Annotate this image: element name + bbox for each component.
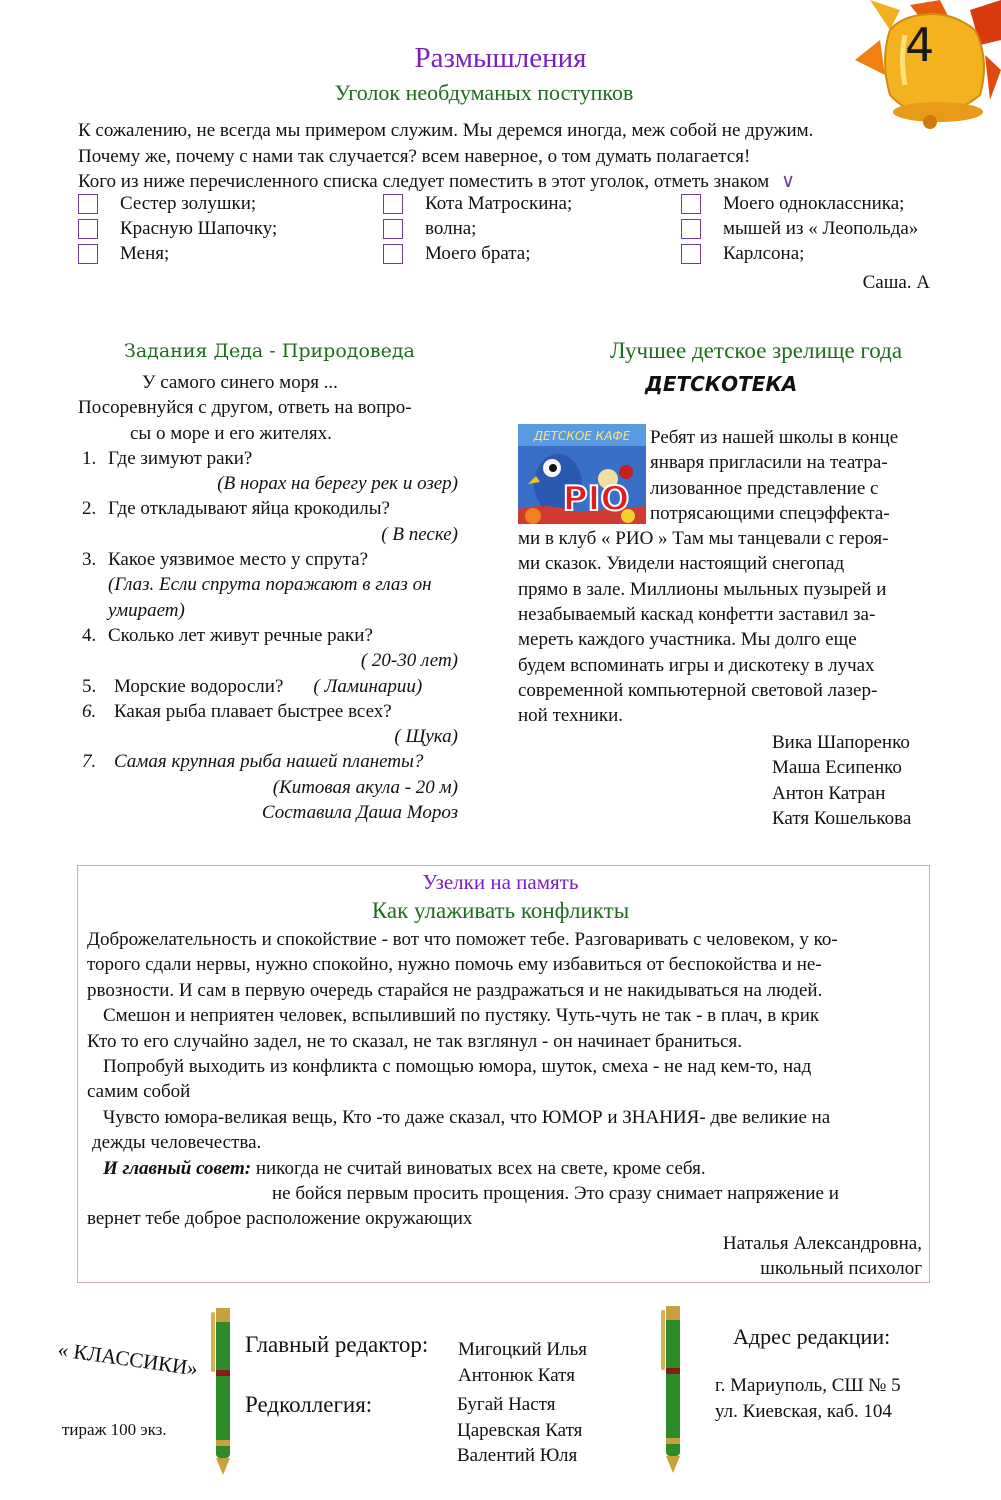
author-name: Маша Есипенко [772,757,902,779]
quiz-question: 3. Какое уязвимое место у спрута? [82,549,369,571]
page-subtitle: Уголок необдуманых поступков [334,80,634,105]
checklist-item[interactable]: Красную Шапочку; [78,218,277,240]
checkbox[interactable] [681,219,701,239]
quiz-lead: У самого синего моря ... [142,372,338,393]
show-subtitle: ДЕТСКОТЕКА [645,372,798,396]
checkbox[interactable] [681,194,701,214]
intro-line: Почему же, почему с нами так случается? всем наверное, о том думать полагается! [78,145,751,167]
quiz-answer: ( Ламинарии) [313,675,423,697]
checkbox[interactable] [383,244,403,264]
checklist-row [78,243,958,268]
quiz-body [78,370,458,825]
checklist-item[interactable]: Моего брата; [383,243,531,265]
quiz-question: 5. Морские водоросли? ( Ламинарии) [82,675,423,697]
checklist-item[interactable]: мышей из « Леопольда» [681,218,918,240]
quiz-title: Задания Деда - Природоведа [124,340,415,362]
checkbox[interactable] [78,194,98,214]
rio-logo: PIO [562,479,630,519]
advice-label: И главный совет: [103,1157,252,1179]
pen-icon [658,1298,688,1473]
quiz-answer: умирает) [108,599,185,621]
quiz-answer: (В норах на берегу рек и озер) [217,473,458,495]
board-names: Бугай Настя Царевская Катя Валентий Юля [457,1394,583,1466]
quiz-answer: (Глаз. Если спрута поражают в глаз он [108,574,432,596]
rio-caption: ДЕТСКОЕ КАФЕ [533,429,631,443]
newspaper-name: « КЛАССИКИ» [56,1337,200,1381]
page-title: Размышления [414,42,587,74]
check-mark-symbol: ∨ [781,171,796,192]
quiz-question: 1. Где зимуют раки? [82,447,253,469]
checkbox[interactable] [383,219,403,239]
memo-signature: Наталья Александровна, школьный психолог [722,1233,922,1279]
address-label: Адрес редакции: [733,1324,891,1349]
checklist-row [78,218,958,243]
checklist-item[interactable]: Кота Матроскина; [383,193,572,215]
memo-text: Доброжелательность и спокойствие - вот что поможет тебе. Разговаривать с человеком, у ко- торого сдали нервы, нужно спокойно, нужно помочь ему избавиться от беспокойства и не- рвозности. И сам в первую очередь старайся не раздражаться и не накидываться на людей. Смешон и неприятен человек, вспыливший по пустяку. Чуть-чуть не так - в плач, в крик Кто то его случайно задел, не то сказал, не так взглянул - он начинает браниться. Попробуй выходить из конфликта с помощью юмора, шуток, смеха - не над кем-то, над самим собой Чувсто юмора-великая вещь, Кто -то даже сказал, что ЮМОР и ЗНАНИЯ- две великие на дежды человечества. И главный совет: никогда не считай виноватых всех на свете, кроме себя. не бойся первым просить прощения. Это сразу снимает напряжение и вернет тебе доброе расположение окружающих [87,929,839,1230]
quiz-lead: Посоревнуйся с другом, ответь на вопро- [78,397,412,419]
intro-author: Саша. А [862,272,930,293]
memo-title: Узелки на память [422,870,579,894]
intro-line: К сожалению, не всегда мы примером служим. Мы деремся иногда, меж собой не дружим. [78,120,814,141]
quiz-question: 6. Какая рыба плавает быстрее всех? [82,700,392,722]
board-label: Редколлегия: [245,1392,373,1417]
author-name: Вика Шапоренко [772,732,910,753]
circulation: тираж 100 экз. [62,1420,167,1439]
show-title: Лучшее детское зрелище года [610,338,903,363]
quiz-author: Составила Даша Мороз [261,802,458,824]
quiz-question: 4. Сколько лет живут речные раки? [82,624,373,646]
quiz-lead: сы о море и его жителях. [130,422,332,444]
checkbox[interactable] [383,194,403,214]
quiz-question: 7. Самая крупная рыба нашей планеты? [82,751,424,773]
rio-cafe-image [518,424,646,524]
quiz-answer: ( В песке) [381,523,458,545]
checklist-item[interactable]: Моего одноклассника; [681,193,904,215]
checkbox[interactable] [681,244,701,264]
checklist-item[interactable]: Меня; [78,243,169,265]
intro-text [78,118,958,195]
show-authors [772,730,911,831]
author-name: Катя Кошелькова [772,807,912,829]
checklist-item[interactable]: Сестер золушки; [78,193,256,215]
memo-subtitle: Как улаживать конфликты [371,898,630,923]
checklist-item[interactable]: Карлсона; [681,243,804,265]
show-text: Ребят из нашей школы в конце января пригласили на театра- лизованное представление с потрясающими спецэффекта- ми в клуб « РИО » Там мы танцевали с героя- ми сказок. Увидели настоящий снегопад прямо в зале. Миллионы мыльных пузырей и незабываемый каскад конфетти заставил за- мереть каждого участника. Мы долго еще будем вспоминать игры и дискотеку в лучах современной компьютерной световой лазер- ной техники. [518,427,899,727]
checkbox[interactable] [78,219,98,239]
address: г. Мариуполь, СШ № 5 ул. Киевская, каб. 104 [715,1375,901,1422]
pen-icon [208,1300,238,1475]
intro-line: Кого из ниже перечисленного списка следует поместить в этот уголок, отметь знаком ∨ [78,171,796,192]
quiz-question: 2. Где откладывают яйца крокодилы? [82,498,390,520]
quiz-answer: ( 20-30 лет) [360,650,458,672]
checklist-row [78,193,958,218]
quiz-answer: ( Щука) [394,726,458,748]
author-name: Антон Катран [772,782,886,804]
chief-editor-names: Мигоцкий Илья Антонюк Катя [458,1339,587,1386]
checkbox[interactable] [78,244,98,264]
chief-editor-label: Главный редактор: [245,1332,429,1357]
checklist-item[interactable]: волна; [383,218,476,240]
quiz-answer: (Китовая акула - 20 м) [272,776,458,798]
page-number: 4 [905,18,935,72]
